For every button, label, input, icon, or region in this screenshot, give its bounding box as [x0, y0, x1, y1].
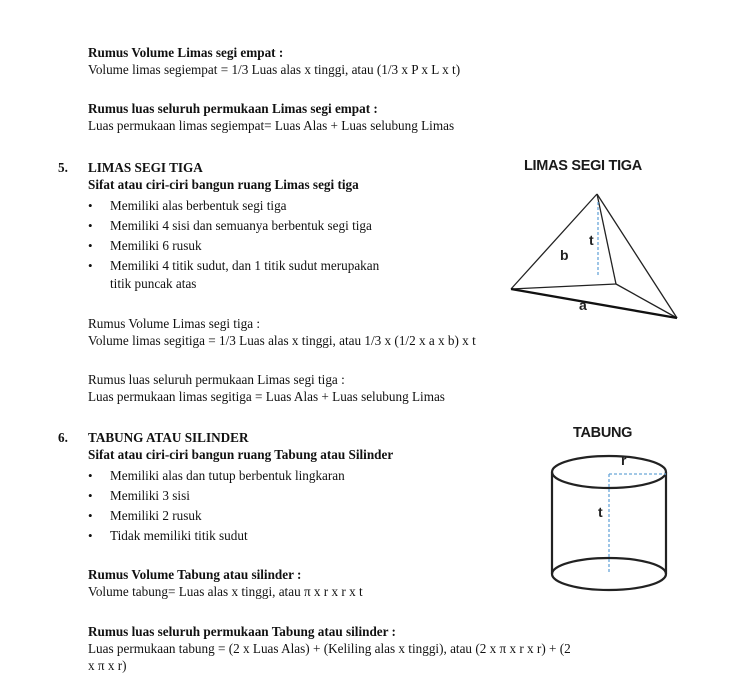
list-item: Memiliki 6 rusuk — [110, 238, 202, 253]
bullet-glyph: • — [88, 528, 93, 543]
list-item: Memiliki 4 sisi dan semuanya berbentuk segi tiga — [110, 218, 372, 233]
tabung-figure — [545, 448, 675, 596]
limas-segi-tiga-figure — [505, 188, 690, 328]
limas-segi-empat-volume-formula: Volume limas segiempat = 1/3 Luas alas x tinggi, atau (1/3 x P x L x t) — [88, 62, 461, 77]
list-item-continuation: titik puncak atas — [110, 276, 197, 291]
bottom-ellipse — [552, 558, 666, 590]
edge-apex-right — [597, 194, 677, 318]
bullet-glyph: • — [88, 198, 93, 213]
bullet-glyph: • — [88, 508, 93, 523]
bullet-glyph: • — [88, 238, 93, 253]
label-t: t — [598, 504, 603, 520]
limas-segi-empat-surface-heading: Rumus luas seluruh permukaan Limas segi empat : — [88, 101, 378, 116]
label-b: b — [560, 247, 569, 263]
limas-segi-empat-volume-heading: Rumus Volume Limas segi empat : — [88, 45, 284, 60]
tabung-figure-title: TABUNG — [573, 425, 633, 441]
limas-segi-tiga-figure-title: LIMAS SEGI TIGA — [524, 158, 642, 174]
limas-segi-tiga-surface-formula: Luas permukaan limas segitiga = Luas Alas + Luas selubung Limas — [88, 389, 445, 404]
list-item: Tidak memiliki titik sudut — [110, 528, 248, 543]
tabung-surface-formula-line2: x π x r) — [88, 658, 127, 673]
section-5-subtitle: Sifat atau ciri-ciri bangun ruang Limas segi tiga — [88, 177, 359, 192]
limas-segi-tiga-surface-heading: Rumus luas seluruh permukaan Limas segi tiga : — [88, 372, 345, 387]
section-5-title: LIMAS SEGI TIGA — [88, 160, 203, 175]
bullet-glyph: • — [88, 258, 93, 273]
label-t: t — [589, 232, 594, 248]
bullet-glyph: • — [88, 468, 93, 483]
section-6-number: 6. — [58, 430, 68, 445]
list-item: Memiliki alas dan tutup berbentuk lingkaran — [110, 468, 345, 483]
section-5-number: 5. — [58, 160, 68, 175]
tabung-volume-formula: Volume tabung= Luas alas x tinggi, atau π x r x r x t — [88, 584, 363, 599]
section-6-subtitle: Sifat atau ciri-ciri bangun ruang Tabung atau Silinder — [88, 447, 394, 462]
list-item: Memiliki alas berbentuk segi tiga — [110, 198, 287, 213]
edge-apex-left — [511, 194, 597, 289]
label-r: r — [621, 452, 627, 468]
limas-segi-tiga-volume-heading: Rumus Volume Limas segi tiga : — [88, 316, 261, 331]
bullet-glyph: • — [88, 488, 93, 503]
limas-segi-tiga-volume-formula: Volume limas segitiga = 1/3 Luas alas x tinggi, atau 1/3 x (1/2 x a x b) x t — [88, 333, 476, 348]
tabung-surface-heading: Rumus luas seluruh permukaan Tabung atau silinder : — [88, 624, 396, 639]
edge-apex-back — [597, 194, 616, 284]
list-item: Memiliki 4 titik sudut, dan 1 titik sudut merupakan — [110, 258, 380, 273]
list-item: Memiliki 3 sisi — [110, 488, 190, 503]
tabung-volume-heading: Rumus Volume Tabung atau silinder : — [88, 567, 302, 582]
list-item: Memiliki 2 rusuk — [110, 508, 202, 523]
limas-segi-empat-surface-formula: Luas permukaan limas segiempat= Luas Alas + Luas selubung Limas — [88, 118, 455, 133]
top-ellipse — [552, 456, 666, 488]
section-6-title: TABUNG ATAU SILINDER — [88, 430, 249, 445]
tabung-surface-formula-line1: Luas permukaan tabung = (2 x Luas Alas) + (Keliling alas x tinggi), atau (2 x π x r x r) + (2 — [88, 641, 571, 656]
edge-base-back-left — [511, 284, 616, 289]
label-a: a — [579, 297, 587, 313]
bullet-glyph: • — [88, 218, 93, 233]
